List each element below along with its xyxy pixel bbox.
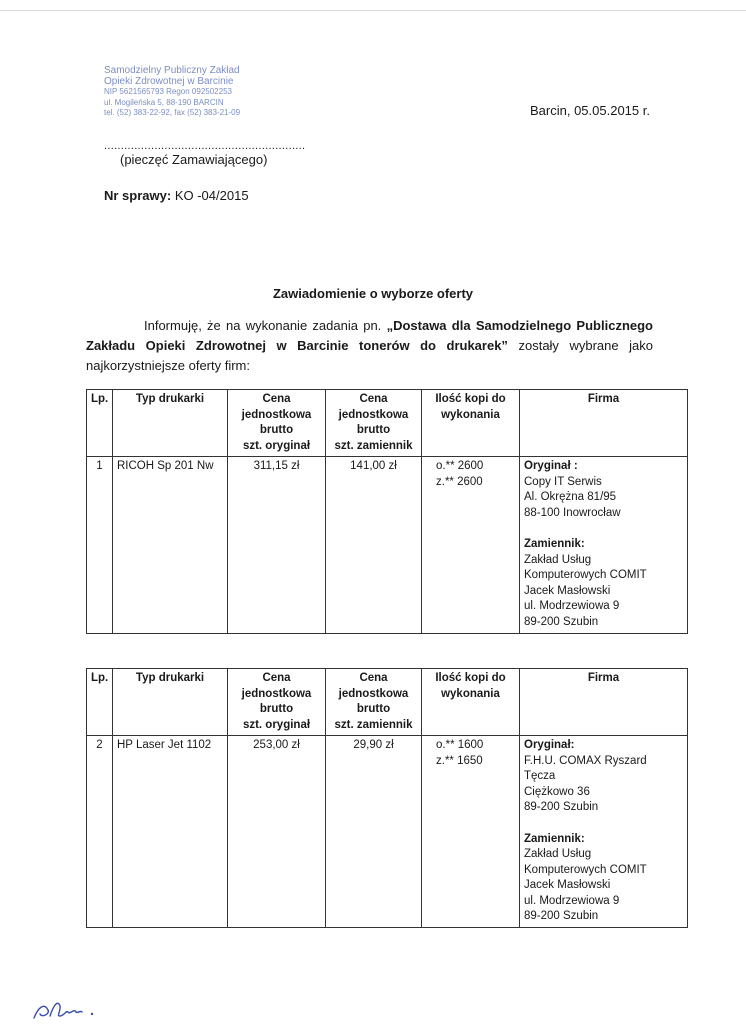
col-price-replacement: Cena jednostkowa brutto szt. zamiennik [326,669,422,736]
table-row [87,736,688,928]
case-label: Nr sprawy: [104,188,172,203]
col-price-replacement: Cena jednostkowa brutto szt. zamiennik [326,390,422,457]
stamp-line: NIP 5621565793 Regon 092502253 [104,87,232,96]
col-price-original: Cena jednostkowa brutto szt. oryginał [228,669,326,736]
offer-table-1 [86,389,688,634]
col-price-original: Cena jednostkowa brutto szt. oryginał [228,390,326,457]
case-number-line [104,188,249,203]
col-copies: Ilość kopi do wykonania [422,390,520,457]
original-label: Oryginał: [524,739,575,751]
intro-text-end: najkorzystniejsze oferty firm: [86,358,250,373]
institution-stamp [104,66,240,119]
intro-paragraph [86,316,653,376]
cell-firm: Oryginał: F.H.U. COMAX Ryszard Tęcza Ciężkowo 36 89-200 Szubin Zamiennik: Zakład Usług Komputerowych COMIT Jacek Masłowski ul. Modrzewiowa 9 89-200 Szubin [520,736,688,928]
col-copies: Ilość kopi do wykonania [422,669,520,736]
task-name-part2: Zakładu Opieki Zdrowotnej w Barcinie tonerów do drukarek” [86,338,508,353]
stamp-line: ul. Mogileńska 5, 88-190 BARCIN [104,97,224,107]
document-heading: Zawiadomienie o wyborze oferty [272,286,474,301]
top-rule [0,10,746,11]
intro-text-cont: zostały wybrane jako [507,338,653,353]
seal-label: (pieczęć Zamawiającego) [120,152,268,167]
replacement-label: Zamiennik: [524,832,585,845]
cell-printer: RICOH Sp 201 Nw [113,457,228,634]
task-name-part1: „Dostawa dla Samodzielnego Publicznego [386,318,653,333]
table-header-row [87,669,688,736]
cell-firm: Oryginał : Copy IT Serwis Al. Okrężna 81/95 88-100 Inowrocław Zamiennik: Zakład Usług Komputerowych COMIT Jacek Masłowski ul. Modrzewiowa 9 89-200 Szubin [520,457,688,634]
stamp-line: Opieki Zdrowotnej w Barcinie [104,75,234,87]
case-number: KO -04/2015 [174,188,249,203]
intro-text: Informuję, że na wykonanie zadania pn. [144,318,382,333]
cell-price-original: 311,15 zł [228,457,326,634]
cell-printer: HP Laser Jet 1102 [113,736,228,928]
cell-copies: o.** 1600 z.** 1650 [422,736,520,928]
cell-price-original: 253,00 zł [228,736,326,928]
offer-table-2 [86,668,688,928]
original-label: Oryginał : [524,460,578,472]
stamp-line: tel. (52) 383-22-92, fax (52) 383-21-09 [104,108,241,117]
replacement-label: Zamiennik: [524,538,585,550]
place-date: Barcin, 05.05.2015 r. [530,103,650,118]
seal-dotted-line: ............................................................ [104,140,306,152]
cell-price-replacement: 141,00 zł [326,457,422,634]
table-row [87,457,688,634]
stamp-line: Samodzielny Publiczny Zakład [104,65,240,76]
cell-price-replacement: 29,90 zł [326,736,422,928]
col-printer-type: Typ drukarki [113,669,228,736]
col-firm: Firma [520,390,688,457]
table-header-row [87,390,688,457]
col-firm: Firma [520,669,688,736]
col-lp: Lp. [87,669,113,736]
col-lp: Lp. [87,390,113,457]
cell-copies: o.** 2600 z.** 2600 [422,457,520,634]
signature-image [30,996,110,1022]
col-printer-type: Typ drukarki [113,390,228,457]
cell-lp: 2 [87,736,113,928]
cell-lp: 1 [87,457,113,634]
